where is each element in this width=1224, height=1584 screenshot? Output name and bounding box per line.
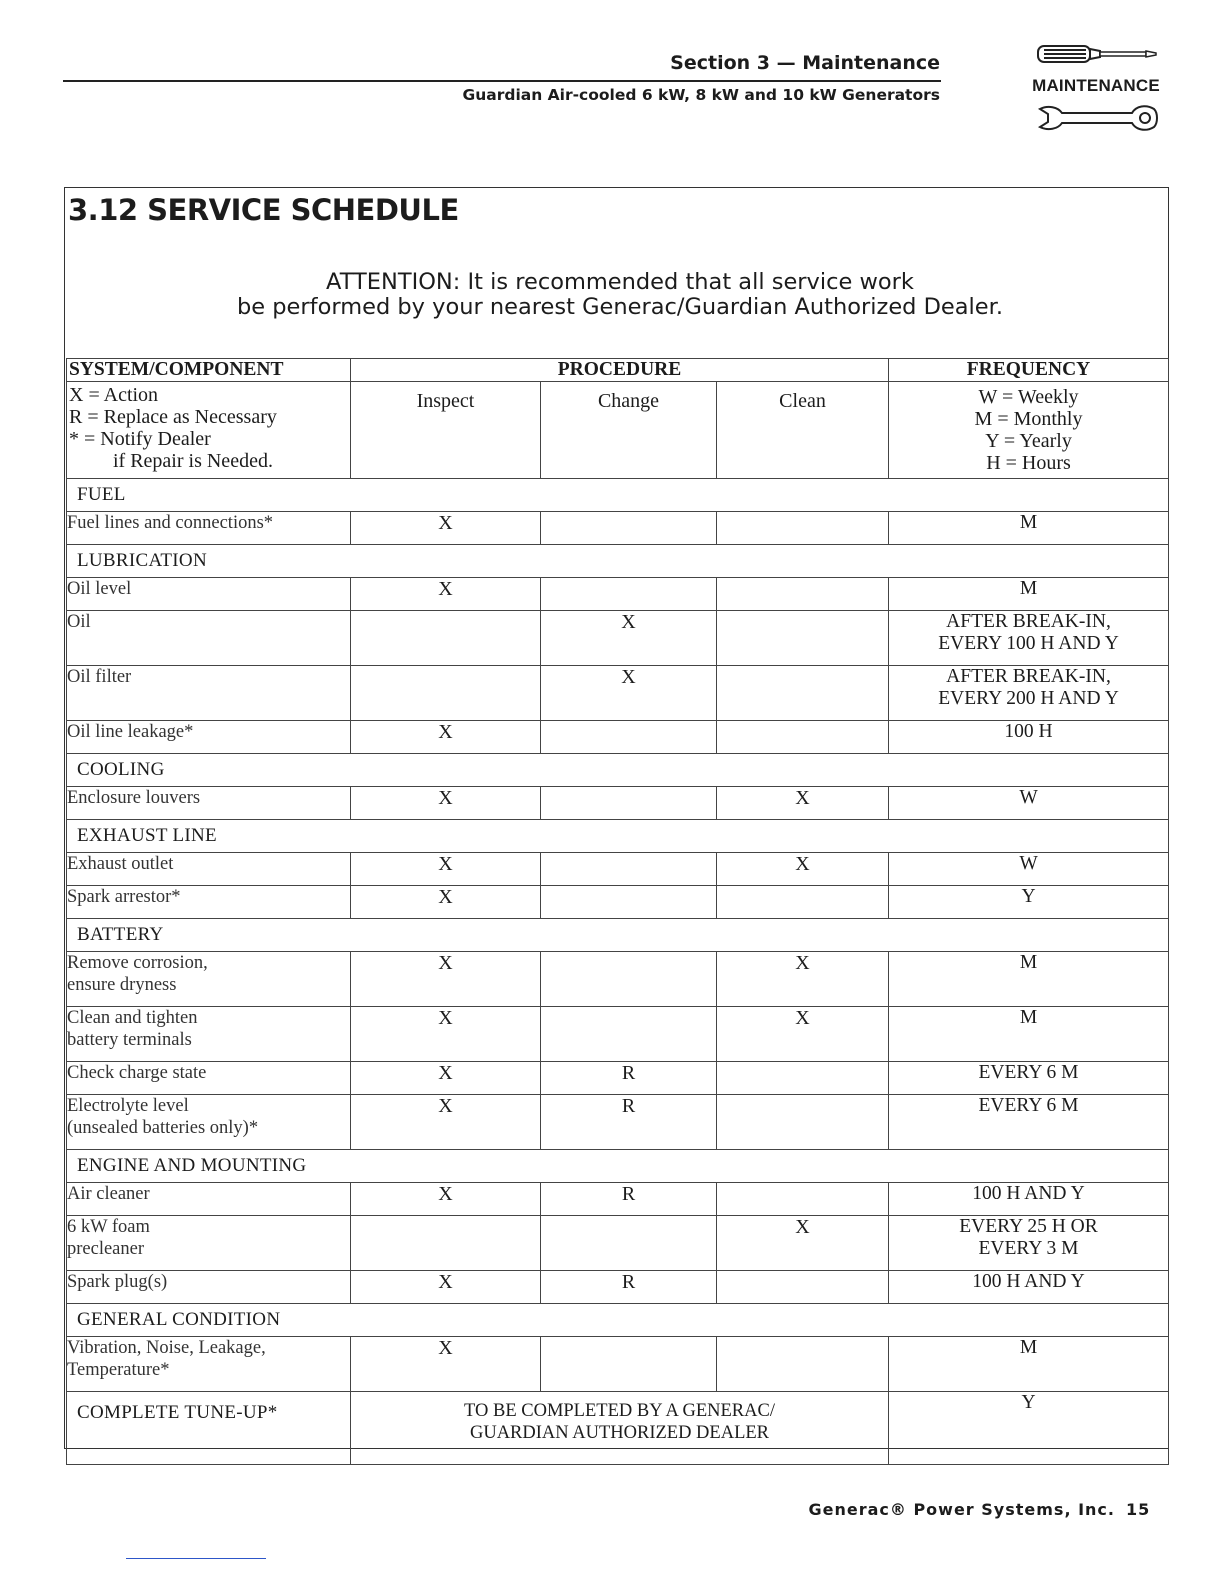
frequency-value: Y bbox=[889, 1392, 1169, 1465]
legend-replace: R = Replace as Necessary bbox=[69, 406, 277, 428]
component-name: Air cleaner bbox=[67, 1183, 351, 1216]
frequency-line-1: EVERY 25 H OR bbox=[959, 1216, 1098, 1237]
table-row bbox=[67, 787, 1169, 820]
action-legend bbox=[67, 382, 351, 479]
legend-repair: if Repair is Needed. bbox=[113, 450, 273, 472]
inspect-mark: X bbox=[351, 886, 541, 919]
category-general: GENERAL CONDITION bbox=[67, 1304, 1169, 1337]
category-fuel: FUEL bbox=[67, 479, 1169, 512]
category-row bbox=[67, 919, 1169, 952]
wrench-icon bbox=[1034, 103, 1160, 133]
legend-action: X = Action bbox=[69, 384, 159, 406]
category-exhaust: EXHAUST LINE bbox=[67, 820, 1169, 853]
inspect-mark bbox=[351, 666, 541, 721]
inspect-mark: X bbox=[351, 853, 541, 886]
table-row bbox=[67, 1095, 1169, 1150]
document-subtitle: Guardian Air-cooled 6 kW, 8 kW and 10 kW Generators bbox=[462, 86, 940, 104]
inspect-mark: X bbox=[351, 1271, 541, 1304]
clean-mark bbox=[717, 1183, 889, 1216]
category-row bbox=[67, 820, 1169, 853]
frequency-line-1: AFTER BREAK-IN, bbox=[946, 666, 1111, 687]
footer-company: Generac® Power Systems, Inc. bbox=[808, 1500, 1115, 1519]
inspect-mark: X bbox=[351, 578, 541, 611]
table-row bbox=[67, 1216, 1169, 1271]
clean-mark: X bbox=[717, 1007, 889, 1062]
header-divider bbox=[63, 80, 941, 82]
legend-notify: * = Notify Dealer bbox=[69, 428, 211, 450]
component-name: Oil level bbox=[67, 578, 351, 611]
change-mark bbox=[541, 1007, 717, 1062]
clean-mark: X bbox=[717, 787, 889, 820]
frequency-value bbox=[889, 611, 1169, 666]
change-mark: R bbox=[541, 1095, 717, 1150]
system-component-header: SYSTEM/COMPONENT bbox=[67, 359, 351, 382]
component-name-line-1: Remove corrosion, bbox=[67, 953, 208, 973]
change-mark: R bbox=[541, 1062, 717, 1095]
bottom-underline bbox=[126, 1558, 266, 1559]
table-row bbox=[67, 1007, 1169, 1062]
component-name: Exhaust outlet bbox=[67, 853, 351, 886]
tune-up-line-2: GUARDIAN AUTHORIZED DEALER bbox=[469, 1423, 770, 1443]
freq-weekly: W = Weekly bbox=[978, 386, 1079, 408]
tune-up-procedure bbox=[351, 1392, 889, 1465]
frequency-value: EVERY 6 M bbox=[889, 1062, 1169, 1095]
change-mark: X bbox=[541, 611, 717, 666]
change-mark bbox=[541, 721, 717, 754]
category-row bbox=[67, 1150, 1169, 1183]
change-mark bbox=[541, 952, 717, 1007]
clean-mark: X bbox=[717, 853, 889, 886]
category-battery: BATTERY bbox=[67, 919, 1169, 952]
component-name: Fuel lines and connections* bbox=[67, 512, 351, 545]
inspect-column-header: Inspect bbox=[351, 382, 541, 479]
frequency-value: W bbox=[889, 853, 1169, 886]
maintenance-badge bbox=[1030, 38, 1165, 138]
inspect-mark: X bbox=[351, 1337, 541, 1392]
clean-mark bbox=[717, 721, 889, 754]
component-name: Oil line leakage* bbox=[67, 721, 351, 754]
clean-mark: X bbox=[717, 952, 889, 1007]
clean-mark bbox=[717, 611, 889, 666]
frequency-value: 100 H bbox=[889, 721, 1169, 754]
attention-notice bbox=[120, 270, 1120, 320]
component-name: Enclosure louvers bbox=[67, 787, 351, 820]
table-row bbox=[67, 1337, 1169, 1392]
frequency-value bbox=[889, 1216, 1169, 1271]
clean-mark: X bbox=[717, 1216, 889, 1271]
change-mark bbox=[541, 886, 717, 919]
change-mark: R bbox=[541, 1183, 717, 1216]
component-name-line-2: Temperature* bbox=[67, 1360, 170, 1380]
freq-hours: H = Hours bbox=[986, 452, 1071, 474]
table-row bbox=[67, 1062, 1169, 1095]
component-name bbox=[67, 1007, 351, 1062]
category-row bbox=[67, 545, 1169, 578]
component-name: Spark plug(s) bbox=[67, 1271, 351, 1304]
category-row bbox=[67, 479, 1169, 512]
component-name-line-2: (unsealed batteries only)* bbox=[67, 1118, 259, 1138]
inspect-mark: X bbox=[351, 787, 541, 820]
clean-mark bbox=[717, 1095, 889, 1150]
frequency-value: M bbox=[889, 1337, 1169, 1392]
table-row bbox=[67, 666, 1169, 721]
category-engine: ENGINE AND MOUNTING bbox=[67, 1150, 1169, 1183]
table-row bbox=[67, 512, 1169, 545]
clean-mark bbox=[717, 512, 889, 545]
clean-mark bbox=[717, 886, 889, 919]
clean-column-header: Clean bbox=[717, 382, 889, 479]
frequency-value: M bbox=[889, 578, 1169, 611]
change-column-header: Change bbox=[541, 382, 717, 479]
clean-mark bbox=[717, 666, 889, 721]
frequency-value bbox=[889, 666, 1169, 721]
table-row bbox=[67, 578, 1169, 611]
service-schedule-table bbox=[66, 358, 1169, 1465]
clean-mark bbox=[717, 1337, 889, 1392]
category-row bbox=[67, 1304, 1169, 1337]
component-name bbox=[67, 1095, 351, 1150]
change-mark bbox=[541, 1216, 717, 1271]
frequency-line-2: EVERY 100 H AND Y bbox=[938, 633, 1119, 654]
inspect-mark: X bbox=[351, 1095, 541, 1150]
component-name bbox=[67, 952, 351, 1007]
tune-up-line-1: TO BE COMPLETED BY A GENERAC/ bbox=[464, 1401, 775, 1421]
inspect-mark: X bbox=[351, 1062, 541, 1095]
inspect-mark: X bbox=[351, 721, 541, 754]
inspect-mark: X bbox=[351, 512, 541, 545]
attention-line-2: be performed by your nearest Generac/Guardian Authorized Dealer. bbox=[237, 294, 1003, 320]
frequency-line-2: EVERY 3 M bbox=[978, 1238, 1079, 1259]
component-name bbox=[67, 1337, 351, 1392]
page-title: 3.12 SERVICE SCHEDULE bbox=[68, 193, 459, 227]
freq-monthly: M = Monthly bbox=[974, 408, 1083, 430]
table-row bbox=[67, 1183, 1169, 1216]
table-row bbox=[67, 721, 1169, 754]
table-row bbox=[67, 853, 1169, 886]
component-name bbox=[67, 1216, 351, 1271]
table-row bbox=[67, 952, 1169, 1007]
frequency-value: EVERY 6 M bbox=[889, 1095, 1169, 1150]
clean-mark bbox=[717, 1062, 889, 1095]
table-row bbox=[67, 1271, 1169, 1304]
table-header-row bbox=[67, 359, 1169, 382]
legend-row bbox=[67, 382, 1169, 479]
component-name-line-1: Vibration, Noise, Leakage, bbox=[67, 1338, 266, 1358]
frequency-value: 100 H AND Y bbox=[889, 1271, 1169, 1304]
tune-up-name: COMPLETE TUNE-UP* bbox=[67, 1392, 351, 1465]
change-mark bbox=[541, 787, 717, 820]
change-mark bbox=[541, 512, 717, 545]
screwdriver-icon bbox=[1032, 40, 1160, 70]
inspect-mark: X bbox=[351, 1183, 541, 1216]
inspect-mark bbox=[351, 611, 541, 666]
section-heading: Section 3 — Maintenance bbox=[670, 52, 940, 74]
table-row bbox=[67, 1392, 1169, 1465]
change-mark bbox=[541, 578, 717, 611]
category-lubrication: LUBRICATION bbox=[67, 545, 1169, 578]
clean-mark bbox=[717, 1271, 889, 1304]
frequency-value: M bbox=[889, 512, 1169, 545]
freq-yearly: Y = Yearly bbox=[985, 430, 1072, 452]
table-row bbox=[67, 611, 1169, 666]
category-row bbox=[67, 754, 1169, 787]
frequency-legend bbox=[889, 382, 1169, 479]
component-name-line-2: battery terminals bbox=[67, 1030, 192, 1050]
table-row bbox=[67, 886, 1169, 919]
frequency-value: M bbox=[889, 1007, 1169, 1062]
component-name: Spark arrestor* bbox=[67, 886, 351, 919]
frequency-value: W bbox=[889, 787, 1169, 820]
change-mark: X bbox=[541, 666, 717, 721]
maintenance-label: MAINTENANCE bbox=[1032, 76, 1160, 95]
frequency-line-1: AFTER BREAK-IN, bbox=[946, 611, 1111, 632]
component-name-line-1: 6 kW foam bbox=[67, 1217, 150, 1237]
component-name-line-2: ensure dryness bbox=[67, 975, 177, 995]
component-name-line-2: precleaner bbox=[67, 1239, 145, 1259]
frequency-header: FREQUENCY bbox=[889, 359, 1169, 382]
category-cooling: COOLING bbox=[67, 754, 1169, 787]
frequency-value: Y bbox=[889, 886, 1169, 919]
inspect-mark: X bbox=[351, 952, 541, 1007]
change-mark bbox=[541, 853, 717, 886]
frequency-value: 100 H AND Y bbox=[889, 1183, 1169, 1216]
component-name-line-1: Clean and tighten bbox=[67, 1008, 198, 1028]
frequency-line-2: EVERY 200 H AND Y bbox=[938, 688, 1119, 709]
inspect-mark: X bbox=[351, 1007, 541, 1062]
frequency-value: M bbox=[889, 952, 1169, 1007]
page-number: 15 bbox=[1126, 1500, 1151, 1519]
clean-mark bbox=[717, 578, 889, 611]
component-name: Oil bbox=[67, 611, 351, 666]
component-name-line-1: Electrolyte level bbox=[67, 1096, 189, 1116]
component-name: Oil filter bbox=[67, 666, 351, 721]
inspect-mark bbox=[351, 1216, 541, 1271]
procedure-header: PROCEDURE bbox=[351, 359, 889, 382]
change-mark: R bbox=[541, 1271, 717, 1304]
component-name: Check charge state bbox=[67, 1062, 351, 1095]
change-mark bbox=[541, 1337, 717, 1392]
attention-line-1: ATTENTION: It is recommended that all service work bbox=[326, 269, 914, 295]
